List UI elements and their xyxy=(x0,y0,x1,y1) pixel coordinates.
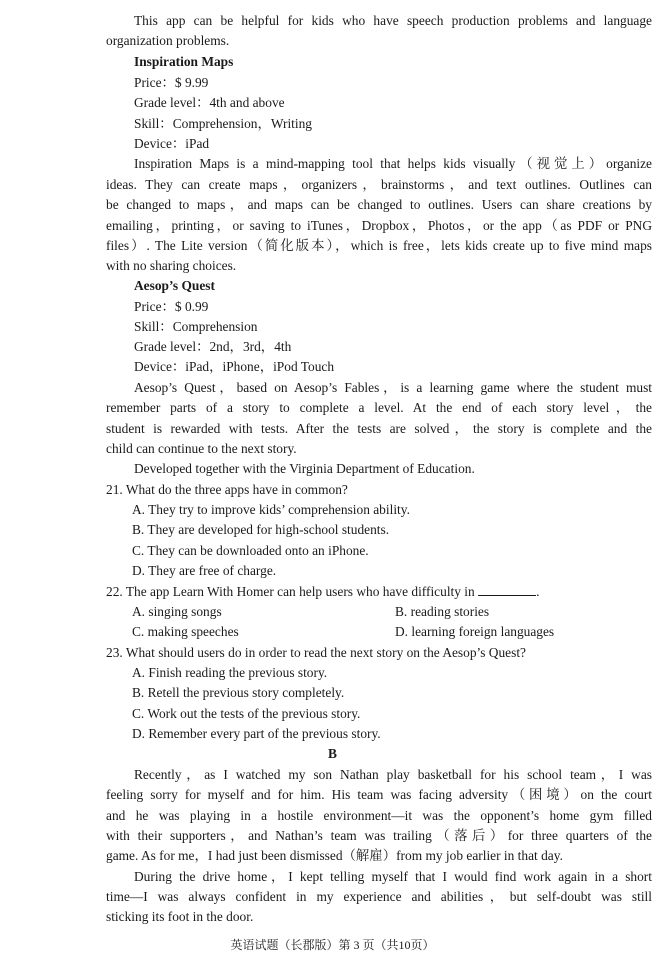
app-skill: Skill：Comprehension xyxy=(134,319,258,334)
passage-line: time—I was always confident in my experience and abilities，but self-doubt was still xyxy=(106,889,652,904)
passage-line: During the drive home，I kept telling myself that I would find work again in a short xyxy=(134,869,652,884)
question-22-option-c: C. making speeches xyxy=(132,624,239,639)
app-price: Price：$ 9.99 xyxy=(134,75,209,90)
question-22-stem-end: . xyxy=(536,584,540,599)
intro-line: organization problems. xyxy=(106,33,230,48)
question-21-option-d: D. They are free of charge. xyxy=(132,563,277,578)
app-description-line: remember parts of a story to complete a level. At the end of each story level，the xyxy=(106,400,652,415)
question-22-stem xyxy=(106,582,539,602)
question-23-option-d: D. Remember every part of the previous story. xyxy=(132,726,381,741)
app-description-line: student is rewarded with tests. After the tests are solved，the story is complete and the xyxy=(106,421,652,436)
app-price: Price：$ 0.99 xyxy=(134,299,209,314)
app-grade-level: Grade level：2nd，3rd，4th xyxy=(134,339,292,354)
section-b-heading: B xyxy=(328,746,337,761)
answer-blank xyxy=(478,582,536,596)
app-description-line: files）. The Lite version（简化版本），which is free，lets kids create up to five mind maps xyxy=(106,238,652,253)
question-22-stem-text: 22. The app Learn With Homer can help users who have difficulty in xyxy=(106,584,475,599)
question-22-option-d: D. learning foreign languages xyxy=(395,624,555,639)
passage-line: and he was playing in a hostile environment—it was the opponent’s home gym filled xyxy=(106,808,652,823)
page-footer: 英语试题（长郡版）第 3 页（共10页） xyxy=(230,938,435,952)
app-description-line: child can continue to the next story. xyxy=(106,441,297,456)
question-22-option-b: B. reading stories xyxy=(395,604,490,619)
app-description-line: with no sharing choices. xyxy=(106,258,237,273)
app-description-line: be changed to maps，and maps can be changed to outlines. Users can share creations by xyxy=(106,197,652,212)
app-description-line: emailing，printing，or saving to iTunes，Dropbox，Photos，or the app（as PDF or PNG xyxy=(106,218,652,233)
app-title-inspiration-maps: Inspiration Maps xyxy=(134,54,234,69)
question-23-stem: 23. What should users do in order to read the next story on the Aesop’s Quest? xyxy=(106,645,526,660)
passage-line: game. As for me，I had just been dismissed（解雇）from my job earlier in that day. xyxy=(106,848,563,863)
question-23-option-c: C. Work out the tests of the previous story. xyxy=(132,706,361,721)
passage-line: sticking its foot in the door. xyxy=(106,909,254,924)
app-description-line: ideas. They can create maps，organizers，brainstorms，and text outlines. Outlines can xyxy=(106,177,652,192)
passage-line: Recently，as I watched my son Nathan play basketball for his school team，I was xyxy=(134,767,652,782)
question-21-stem: 21. What do the three apps have in common? xyxy=(106,482,348,497)
app-device: Device：iPad xyxy=(134,136,210,151)
app-title-aesops-quest: Aesop’s Quest xyxy=(134,278,215,293)
passage-line: feeling sorry for myself and for him. His team was facing adversity（困境）on the court xyxy=(106,787,652,802)
passage-line: with their supporters，and Nathan’s team was trailing（落后）for three quarters of the xyxy=(106,828,652,843)
question-23-option-b: B. Retell the previous story completely. xyxy=(132,685,345,700)
question-21-option-a: A. They try to improve kids’ comprehension ability. xyxy=(132,502,410,517)
question-21-option-c: C. They can be downloaded onto an iPhone. xyxy=(132,543,369,558)
app-skill: Skill：Comprehension，Writing xyxy=(134,116,312,131)
app-description-line: Inspiration Maps is a mind-mapping tool that helps kids visually（视觉上）organize xyxy=(134,156,652,171)
app-device: Device：iPad，iPhone，iPod Touch xyxy=(134,359,335,374)
intro-line: This app can be helpful for kids who have speech production problems and language xyxy=(134,13,652,28)
app-description-line: Aesop’s Quest，based on Aesop’s Fables，is a learning game where the student must xyxy=(134,380,652,395)
question-23-option-a: A. Finish reading the previous story. xyxy=(132,665,328,680)
app-grade-level: Grade level：4th and above xyxy=(134,95,285,110)
question-22-option-a: A. singing songs xyxy=(132,604,222,619)
question-21-option-b: B. They are developed for high-school students. xyxy=(132,522,390,537)
developer-note: Developed together with the Virginia Department of Education. xyxy=(134,461,475,476)
